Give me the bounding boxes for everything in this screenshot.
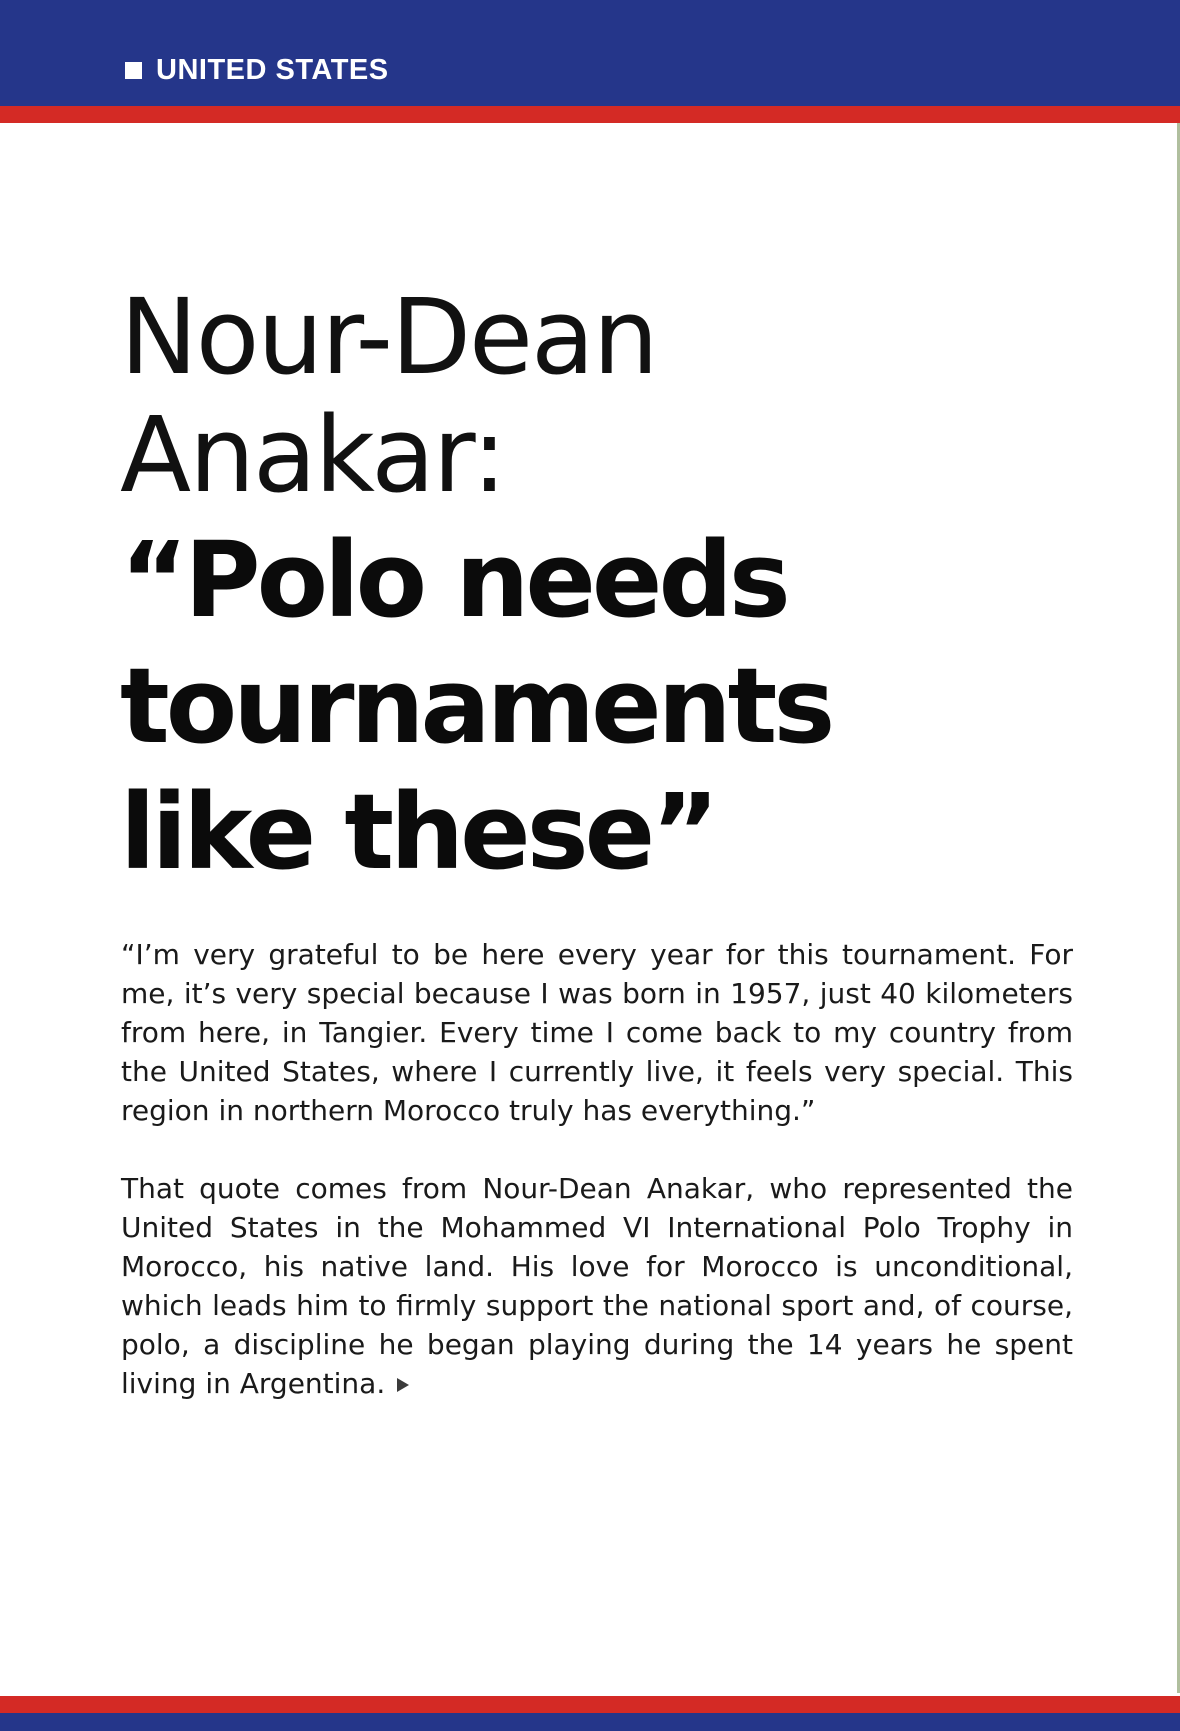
article-body (121, 935, 1073, 1442)
section-label: UNITED STATES (156, 54, 389, 86)
body-paragraph-1-text: “I’m very grateful to be here every year for this tournament. For me, it’s very special because I was born in 1957, just 40 kilometers from here, in Tangier. Every time I come back to my country from the United States, where I currently live, it feels very special. This region in northern Morocco truly has everything.” (121, 938, 1073, 1127)
article-headline (120, 278, 1120, 892)
triangle-right-icon (397, 1378, 409, 1392)
section-tag (125, 52, 389, 88)
headline-quote-line-1: “Polo needs (120, 519, 787, 641)
headline-quote-line-3: like these” (120, 771, 716, 893)
body-paragraph-1 (121, 935, 1073, 1130)
square-bullet-icon (125, 62, 142, 79)
bottom-blue-band (0, 1713, 1180, 1731)
bottom-red-stripe (0, 1696, 1180, 1713)
body-paragraph-2-text: That quote comes from Nour-Dean Anakar, who represented the United States in the Mohammed VI International Polo Trophy in Morocco, his native land. His love for Morocco is unconditional, which leads him to firmly support the national sport and, of course, polo, a discipline he began playing during the 14 years he spent living in Argentina. (121, 1172, 1073, 1400)
body-paragraph-2 (121, 1169, 1073, 1403)
headline-name-line-1: Nour-Dean (120, 276, 657, 398)
headline-quote-line-2: tournaments (120, 645, 832, 767)
headline-name-line-2: Anakar: (120, 394, 505, 516)
top-red-stripe (0, 106, 1180, 123)
